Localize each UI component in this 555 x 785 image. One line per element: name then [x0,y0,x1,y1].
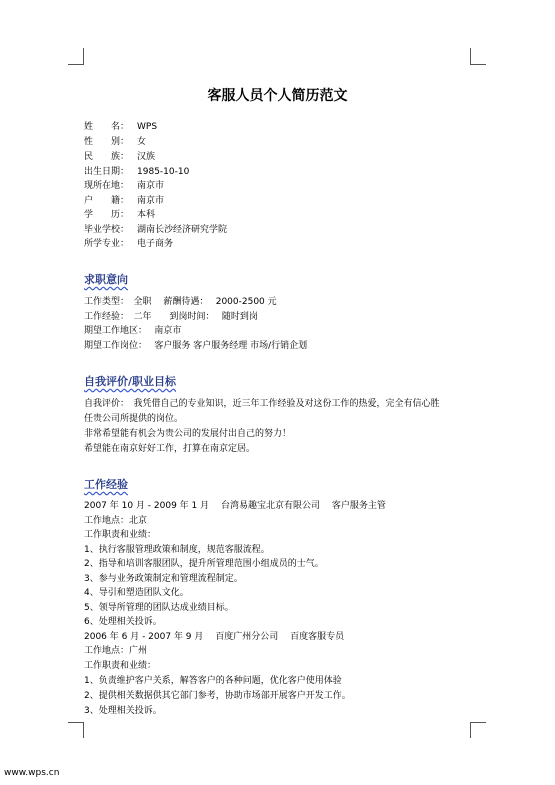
info-label: 所学专业： [84,239,130,249]
footer-watermark: www.wps.cn [4,768,60,778]
info-label: 出生日期： [84,167,130,177]
info-value: 南京市 [137,181,165,191]
info-row [84,179,164,193]
info-label: 民 族： [84,152,130,162]
crop-mark [470,48,471,64]
info-value: WPS [137,122,158,132]
document-title: 客服人员个人简历范文 [207,88,348,104]
info-row [84,165,189,179]
crop-mark [68,64,84,65]
self-eval-line: 非常希望能有机会为贵公司的发展付出自己的努力！ [84,429,292,439]
section-heading-intent: 求职意向 [84,273,128,286]
experience-line: 工作职责和业绩： [84,530,157,540]
info-value: 电子商务 [137,239,174,249]
self-eval-line: 任贵公司所提供的岗位。 [84,414,184,424]
intent-line: 工作类型： 全职 薪酬待遇： 2000-2500 元 [84,297,277,307]
info-row [84,208,155,222]
info-row [84,223,227,237]
info-value: 本科 [137,210,156,220]
info-row [84,194,164,208]
experience-line: 4、导引和塑造团队文化。 [84,588,189,598]
crop-mark [83,48,84,64]
crop-mark [470,64,486,65]
info-row [84,150,155,164]
info-row [84,135,146,149]
intent-line: 期望工作地区： 南京市 [84,326,182,336]
intent-line: 工作经验： 二年 到岗时间： 随时到岗 [84,312,258,322]
experience-line: 工作职责和业绩： [84,661,157,671]
info-label: 毕业学校： [84,225,130,235]
info-row [84,237,173,251]
experience-line: 3、处理相关投诉。 [84,706,162,716]
crop-mark [470,722,471,738]
experience-line: 2006 年 6 月 - 2007 年 9 月 百度广州分公司 百度客服专员 [84,632,345,642]
self-eval-line: 希望能在南京好好工作，打算在南京定居。 [84,444,256,454]
experience-line: 2、指导和培训客服团队，提升所管理范围小组成员的士气。 [84,559,324,569]
intent-line: 期望工作岗位： 客户服务 客户服务经理 市场/行销企划 [84,341,308,351]
info-value: 女 [137,137,147,147]
info-value: 湖南长沙经济研究学院 [137,225,228,235]
experience-line: 工作地点：广州 [84,646,148,656]
experience-line: 2、提供相关数据供其它部门参考，协助市场部开展客户开发工作。 [84,691,351,701]
self-eval-line: 自我评价： 我凭借自己的专业知识，近三年工作经验及对这份工作的热爱，完全有信心胜 [84,399,440,409]
info-label: 姓 名： [84,122,130,132]
experience-line: 工作地点：北京 [84,516,148,526]
info-label: 现所在地： [84,181,130,191]
info-value: 汉族 [137,152,156,162]
info-label: 户 籍： [84,196,130,206]
section-heading-experience: 工作经验 [84,478,128,491]
crop-mark [470,722,486,723]
info-row [84,120,157,134]
info-label: 性 别： [84,137,130,147]
info-value: 南京市 [137,196,165,206]
experience-line: 1、执行客服管理政策和制度，规范客服流程。 [84,545,270,555]
crop-mark [83,722,84,738]
info-value: 1985-10-10 [137,167,190,177]
experience-line: 6、处理相关投诉。 [84,617,162,627]
experience-line: 2007 年 10 月 - 2009 年 1 月 台湾易趣宝北京有限公司 客户服务主管 [84,501,386,511]
experience-line: 1、负责维护客户关系，解答客户的各种问题，优化客户使用体验 [84,676,342,686]
experience-line: 3、参与业务政策制定和管理流程制定。 [84,574,243,584]
info-label: 学 历： [84,210,130,220]
crop-mark [68,722,84,723]
experience-line: 5、领导所管理的团队达成业绩目标。 [84,603,234,613]
section-heading-self-eval: 自我评价/职业目标 [84,375,177,388]
